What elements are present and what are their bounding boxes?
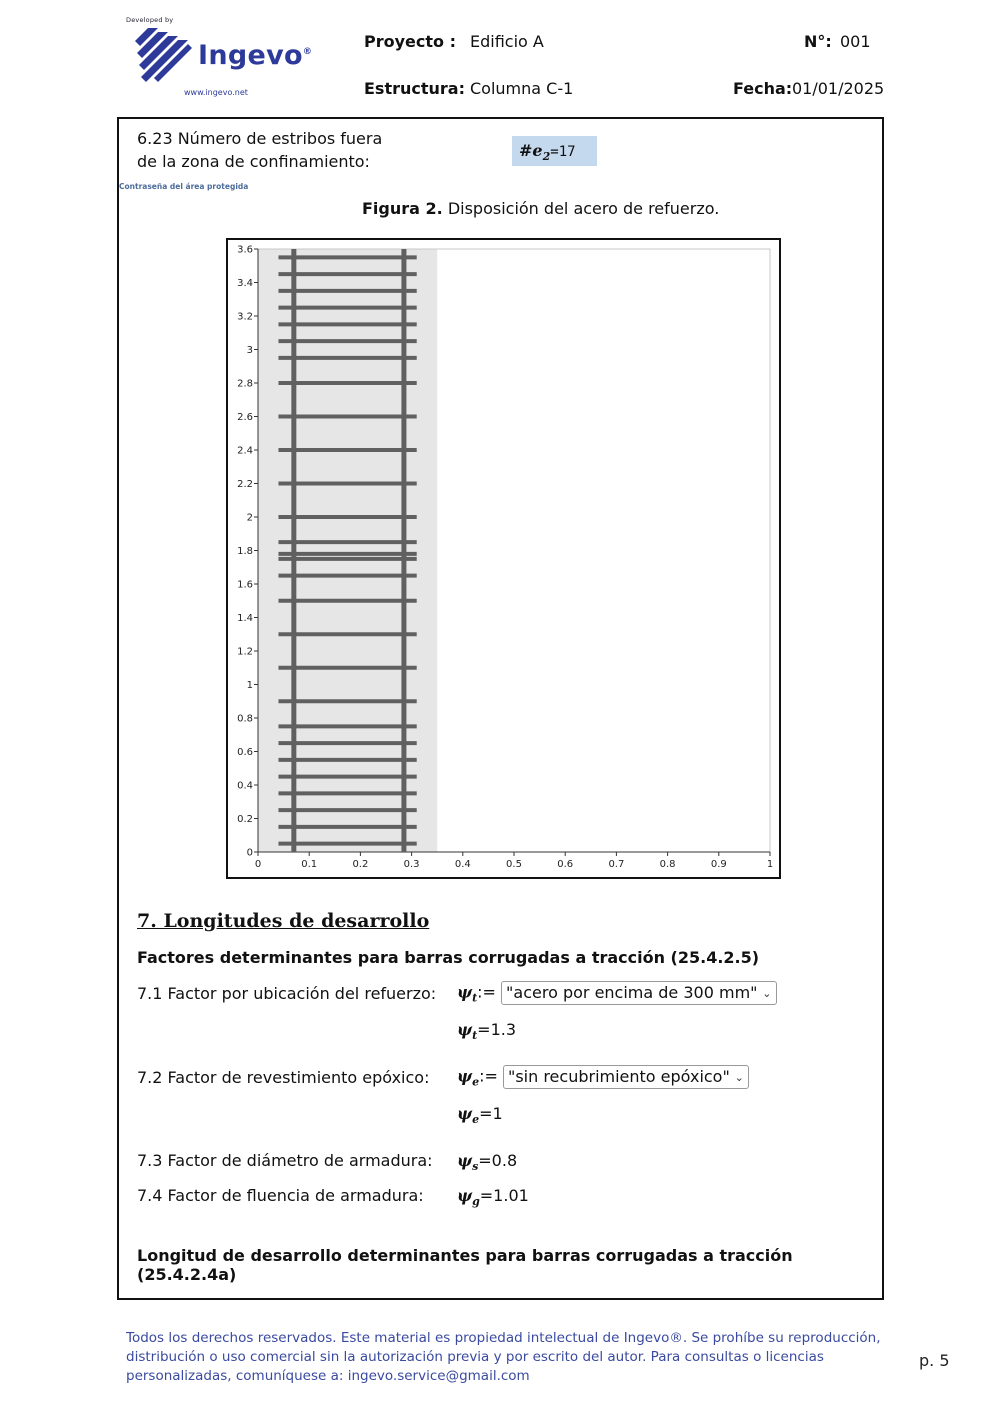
ingevo-logo: Developed by Ingevo® www.ingevo.net (126, 16, 313, 97)
psi-t-result: $\psi_t=1.3$ (457, 1020, 517, 1043)
x-tick-label: 0.2 (352, 859, 369, 870)
y-tick-label: 3.6 (237, 244, 253, 256)
ingevo-logo-icon (134, 26, 194, 84)
structure-value: Columna C-1 (470, 79, 574, 98)
y-tick-label: 2.2 (237, 479, 253, 490)
x-tick-label: 1 (766, 859, 774, 870)
y-tick-label: 0 (246, 847, 253, 859)
item-7-4-label: 7.4 Factor de fluencia de armadura: (137, 1186, 424, 1205)
x-tick-label: 0.9 (710, 859, 727, 870)
y-tick-label: 0.6 (237, 747, 253, 758)
item-7-1-label: 7.1 Factor por ubicación del refuerzo: (137, 984, 437, 1003)
psi-e-dropdown[interactable]: "sin recubrimiento epóxico" ⌄ (503, 1065, 749, 1089)
psi-g-result: $\psi_g=1.01$ (457, 1186, 529, 1209)
y-tick-label: 0.8 (237, 713, 253, 725)
structure-label: Estructura: (364, 79, 465, 98)
section-7-subheading: Factores determinantes para barras corrugadas a tracción (25.4.2.5) (137, 948, 760, 967)
number-value: 001 (840, 32, 871, 51)
psi-t-dropdown[interactable]: "acero por encima de 300 mm" ⌄ (501, 981, 776, 1005)
y-tick-label: 2.6 (237, 412, 253, 423)
page-number: p. 5 (919, 1351, 950, 1370)
copyright-footer: Todos los derechos reservados. Este material es propiedad intelectual de Ingevo®. Se prohíbe su reproducción, distribución o uso comercial sin la autorización previa y por escrito del autor. Para consultas o licencias personalizadas, comuníquese a: ingevo.service@gmail.com (126, 1330, 881, 1384)
x-tick-label: 0.3 (403, 859, 420, 870)
ingevo-url: www.ingevo.net (184, 88, 248, 97)
item-6-23-label: 6.23 Número de estribos fuera de la zona de confinamiento: (137, 129, 383, 171)
y-tick-label: 2.8 (237, 378, 253, 390)
project-value: Edificio A (470, 32, 544, 51)
item-7-3-label: 7.3 Factor de diámetro de armadura: (137, 1151, 433, 1170)
y-tick-label: 1 (246, 680, 253, 691)
x-tick-label: 0.4 (454, 859, 471, 870)
y-tick-label: 1.2 (237, 646, 253, 658)
reinforcement-plot (228, 240, 779, 877)
psi-e-assignment: $\psi_e:=$ "sin recubrimiento epóxico" ⌄ (457, 1065, 749, 1089)
development-length-subheading: Longitud de desarrollo determinantes para barras corrugadas a tracción (25.4.2.4a) (137, 1246, 793, 1284)
psi-e-result: $\psi_e=1$ (457, 1104, 503, 1127)
x-tick-label: 0 (254, 859, 262, 870)
stirrups-count-result[interactable]: $\#e_2=17$ (512, 136, 597, 166)
x-tick-label: 0.7 (608, 859, 625, 870)
y-tick-label: 2.4 (237, 445, 253, 457)
reinforcement-chart (226, 238, 781, 879)
password-protected-area-note: Contraseña del área protegida (119, 182, 249, 191)
x-tick-label: 0.1 (301, 859, 318, 870)
y-tick-label: 0.4 (237, 780, 253, 792)
y-tick-label: 3.2 (237, 311, 253, 323)
y-tick-label: 1.6 (237, 579, 253, 591)
y-tick-label: 3 (246, 345, 253, 356)
chevron-down-icon: ⌄ (734, 1071, 744, 1084)
y-tick-label: 3.4 (237, 278, 253, 289)
number-label: N°: (804, 32, 832, 51)
document-frame (117, 117, 884, 1300)
x-tick-label: 0.5 (506, 859, 522, 870)
y-tick-label: 1.4 (237, 613, 253, 624)
x-tick-label: 0.6 (557, 859, 574, 870)
section-7-title: 7. Longitudes de desarrollo (137, 910, 430, 932)
date-label: Fecha: (733, 79, 793, 98)
psi-t-assignment: $\psi_t:=$ "acero por encima de 300 mm" ⌄ (457, 981, 777, 1005)
project-label: Proyecto : (364, 32, 456, 51)
y-tick-label: 2 (246, 512, 253, 524)
figure-caption: Figura 2. Disposición del acero de refuerzo. (362, 199, 720, 218)
date-value: 01/01/2025 (792, 79, 885, 98)
ingevo-brand-name: Ingevo (198, 40, 303, 71)
psi-s-result: $\psi_s=0.8$ (457, 1151, 518, 1174)
x-tick-label: 0.8 (659, 859, 676, 870)
developed-by-text: Developed by (126, 16, 174, 24)
stirrups-count-value: 17 (558, 144, 576, 160)
item-7-2-label: 7.2 Factor de revestimiento epóxico: (137, 1068, 430, 1087)
y-tick-label: 0.2 (237, 814, 253, 825)
y-tick-label: 1.8 (237, 546, 253, 557)
chevron-down-icon: ⌄ (762, 987, 772, 1000)
